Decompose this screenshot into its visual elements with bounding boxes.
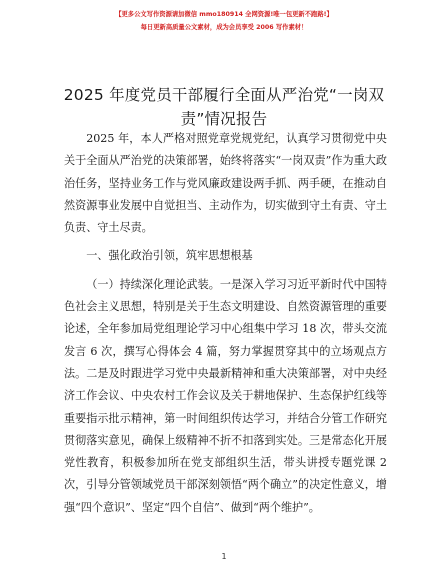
promo-banner-line-1: 【更多公文写作资源请加微信 mmo180914 全网资源!唯一包更新不跑路!】 [115,11,333,18]
document-title: 2025 年度党员干部履行全面从严治党“一岗双责”情况报告 [63,86,385,128]
page-number: 1 [221,552,227,561]
subsection-paragraph-1: （一）持续深化理论武装。一是深入学习习近平新时代中国特色社会主义思想，特别是关于生态文明建设、自然资源管理的重要论述，全年参加局党组理论学习中心组集中学习 18 次，带头交流发言 6 次，撰写心得体会 4 篇，努力掌握贯穿其中的立场观点方法。二是及时跟进学习党中央最新精神和重大决策部署，对中央经济工作会议、中央农村工作会议及关于耕地保护、生态保护红线等重要指示批示精神，第一时间组织传达学习，并结合分管工作研究贯彻落实意见，确保上级精神不折不扣落到实处。三是常态化开展党性教育，积极参加所在党支部组织生活，带头讲授专题党课 2 次，引导分管领域党员干部深刻领悟“两个确立”的决定性意义，增强“四个意识”、坚定“四个自信”、做到“两个维护”。 [64,277,387,514]
promo-banner-line-2: 每日更新高质量公文素材，成为会员享受 2006 写作素材！ [140,24,308,31]
promo-banner [0,8,448,34]
document-body [64,128,387,519]
section-heading-1: 一、强化政治引领，筑牢思想根基 [86,249,253,263]
intro-paragraph: 2025 年，本人严格对照党章党规党纪，认真学习贯彻党中央关于全面从严治党的决策部署，始终将落实“一岗双责”作为重大政治任务，坚持业务工作与党风廉政建设两手抓、两手硬，在推动自然资源事业发展中自觉担当、主动作为，切实做到守土有责、守土负责、守土尽责。 [64,132,387,235]
